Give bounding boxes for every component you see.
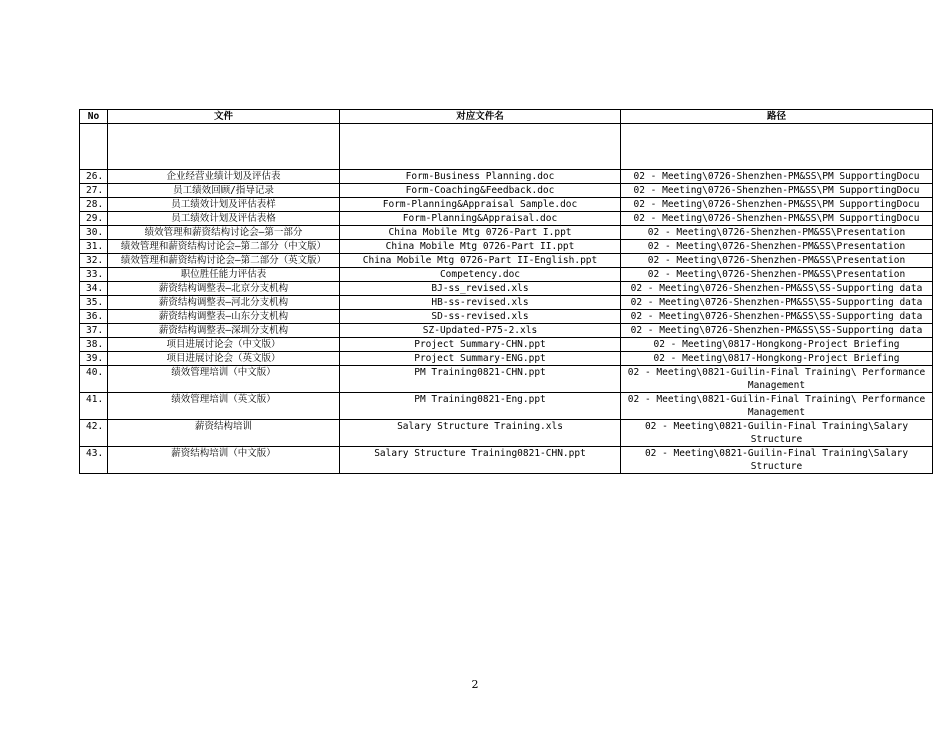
document-title: 薪资结构调整表—北京分支机构: [108, 282, 340, 296]
document-title: 项目进展讨论会（中文版）: [108, 338, 340, 352]
file-name: Form-Business Planning.doc: [340, 170, 621, 184]
document-title: 薪资结构培训: [108, 420, 340, 447]
document-title: 绩效管理和薪资结构讨论会—第一部分: [108, 226, 340, 240]
row-number: 33.: [80, 268, 108, 282]
file-name: China Mobile Mtg 0726-Part I.ppt: [340, 226, 621, 240]
page-number: 2: [471, 678, 479, 691]
document-title: 项目进展讨论会（英文版）: [108, 352, 340, 366]
blank-row: [80, 124, 933, 170]
file-path: 02 - Meeting\0726-Shenzhen-PM&SS\Presentation: [621, 226, 933, 240]
table-row: [80, 184, 933, 198]
row-number: 26.: [80, 170, 108, 184]
row-number: 32.: [80, 254, 108, 268]
file-name: SD-ss-revised.xls: [340, 310, 621, 324]
file-name: China Mobile Mtg 0726-Part II-English.ppt: [340, 254, 621, 268]
file-path: 02 - Meeting\0821-Guilin-Final Training\Salary Structure: [621, 420, 933, 447]
file-path: 02 - Meeting\0726-Shenzhen-PM&SS\PM SupportingDocu: [621, 212, 933, 226]
file-path: 02 - Meeting\0726-Shenzhen-PM&SS\Presentation: [621, 254, 933, 268]
table-row: [80, 324, 933, 338]
file-path: 02 - Meeting\0821-Guilin-Final Training\ Performance Management: [621, 366, 933, 393]
blank-cell: [108, 124, 340, 170]
document-title: 薪资结构调整表—山东分支机构: [108, 310, 340, 324]
row-number: 39.: [80, 352, 108, 366]
file-path: 02 - Meeting\0726-Shenzhen-PM&SS\PM SupportingDocu: [621, 198, 933, 212]
header-document: 文件: [108, 110, 340, 124]
row-number: 30.: [80, 226, 108, 240]
file-path: 02 - Meeting\0726-Shenzhen-PM&SS\Presentation: [621, 240, 933, 254]
file-name: Competency.doc: [340, 268, 621, 282]
file-name: PM Training0821-Eng.ppt: [340, 393, 621, 420]
table-row: [80, 226, 933, 240]
row-number: 29.: [80, 212, 108, 226]
file-path: 02 - Meeting\0726-Shenzhen-PM&SS\SS-Supporting data: [621, 296, 933, 310]
file-path: 02 - Meeting\0817-Hongkong-Project Briefing: [621, 352, 933, 366]
file-path: 02 - Meeting\0726-Shenzhen-PM&SS\PM SupportingDocu: [621, 184, 933, 198]
table-row: [80, 352, 933, 366]
document-title: 绩效管理和薪资结构讨论会—第二部分（中文版）: [108, 240, 340, 254]
blank-cell: [80, 124, 108, 170]
file-list-table: [79, 109, 933, 474]
file-name: BJ-ss_revised.xls: [340, 282, 621, 296]
document-title: 薪资结构培训（中文版）: [108, 447, 340, 474]
table-row: [80, 366, 933, 393]
document-title: 员工绩效计划及评估表样: [108, 198, 340, 212]
row-number: 31.: [80, 240, 108, 254]
row-number: 28.: [80, 198, 108, 212]
row-number: 38.: [80, 338, 108, 352]
document-title: 企业经营业绩计划及评估表: [108, 170, 340, 184]
table-row: [80, 447, 933, 474]
file-name: Salary Structure Training.xls: [340, 420, 621, 447]
row-number: 43.: [80, 447, 108, 474]
file-path: 02 - Meeting\0726-Shenzhen-PM&SS\PM SupportingDocu: [621, 170, 933, 184]
document-title: 职位胜任能力评估表: [108, 268, 340, 282]
file-name: Salary Structure Training0821-CHN.ppt: [340, 447, 621, 474]
blank-cell: [621, 124, 933, 170]
file-path: 02 - Meeting\0821-Guilin-Final Training\ Performance Management: [621, 393, 933, 420]
row-number: 36.: [80, 310, 108, 324]
row-number: 37.: [80, 324, 108, 338]
table-row: [80, 338, 933, 352]
document-title: 员工绩效回顾/指导记录: [108, 184, 340, 198]
table-row: [80, 310, 933, 324]
document-title: 薪资结构调整表—河北分支机构: [108, 296, 340, 310]
document-title: 薪资结构调整表—深圳分支机构: [108, 324, 340, 338]
table-header-row: [80, 110, 933, 124]
header-no: No: [80, 110, 108, 124]
table-row: [80, 393, 933, 420]
file-name: China Mobile Mtg 0726-Part II.ppt: [340, 240, 621, 254]
table-row: [80, 170, 933, 184]
table-row: [80, 198, 933, 212]
row-number: 34.: [80, 282, 108, 296]
document-title: 绩效管理培训（英文版）: [108, 393, 340, 420]
file-name: Project Summary-ENG.ppt: [340, 352, 621, 366]
table-row: [80, 254, 933, 268]
table-row: [80, 268, 933, 282]
file-path: 02 - Meeting\0817-Hongkong-Project Briefing: [621, 338, 933, 352]
header-filename: 对应文件名: [340, 110, 621, 124]
file-path: 02 - Meeting\0726-Shenzhen-PM&SS\SS-Supporting data: [621, 282, 933, 296]
table-row: [80, 296, 933, 310]
table-row: [80, 212, 933, 226]
row-number: 35.: [80, 296, 108, 310]
row-number: 42.: [80, 420, 108, 447]
table-row: [80, 420, 933, 447]
table-row: [80, 282, 933, 296]
header-path: 路径: [621, 110, 933, 124]
file-name: SZ-Updated-P75-2.xls: [340, 324, 621, 338]
row-number: 41.: [80, 393, 108, 420]
file-path: 02 - Meeting\0821-Guilin-Final Training\Salary Structure: [621, 447, 933, 474]
document-title: 员工绩效计划及评估表格: [108, 212, 340, 226]
file-path: 02 - Meeting\0726-Shenzhen-PM&SS\Presentation: [621, 268, 933, 282]
blank-cell: [340, 124, 621, 170]
file-name: Form-Coaching&Feedback.doc: [340, 184, 621, 198]
file-path: 02 - Meeting\0726-Shenzhen-PM&SS\SS-Supporting data: [621, 324, 933, 338]
file-name: Form-Planning&Appraisal Sample.doc: [340, 198, 621, 212]
table-row: [80, 240, 933, 254]
file-name: Form-Planning&Appraisal.doc: [340, 212, 621, 226]
row-number: 40.: [80, 366, 108, 393]
document-title: 绩效管理培训（中文版）: [108, 366, 340, 393]
file-name: Project Summary-CHN.ppt: [340, 338, 621, 352]
document-title: 绩效管理和薪资结构讨论会—第二部分（英文版）: [108, 254, 340, 268]
file-name: HB-ss-revised.xls: [340, 296, 621, 310]
file-name: PM Training0821-CHN.ppt: [340, 366, 621, 393]
file-path: 02 - Meeting\0726-Shenzhen-PM&SS\SS-Supporting data: [621, 310, 933, 324]
row-number: 27.: [80, 184, 108, 198]
